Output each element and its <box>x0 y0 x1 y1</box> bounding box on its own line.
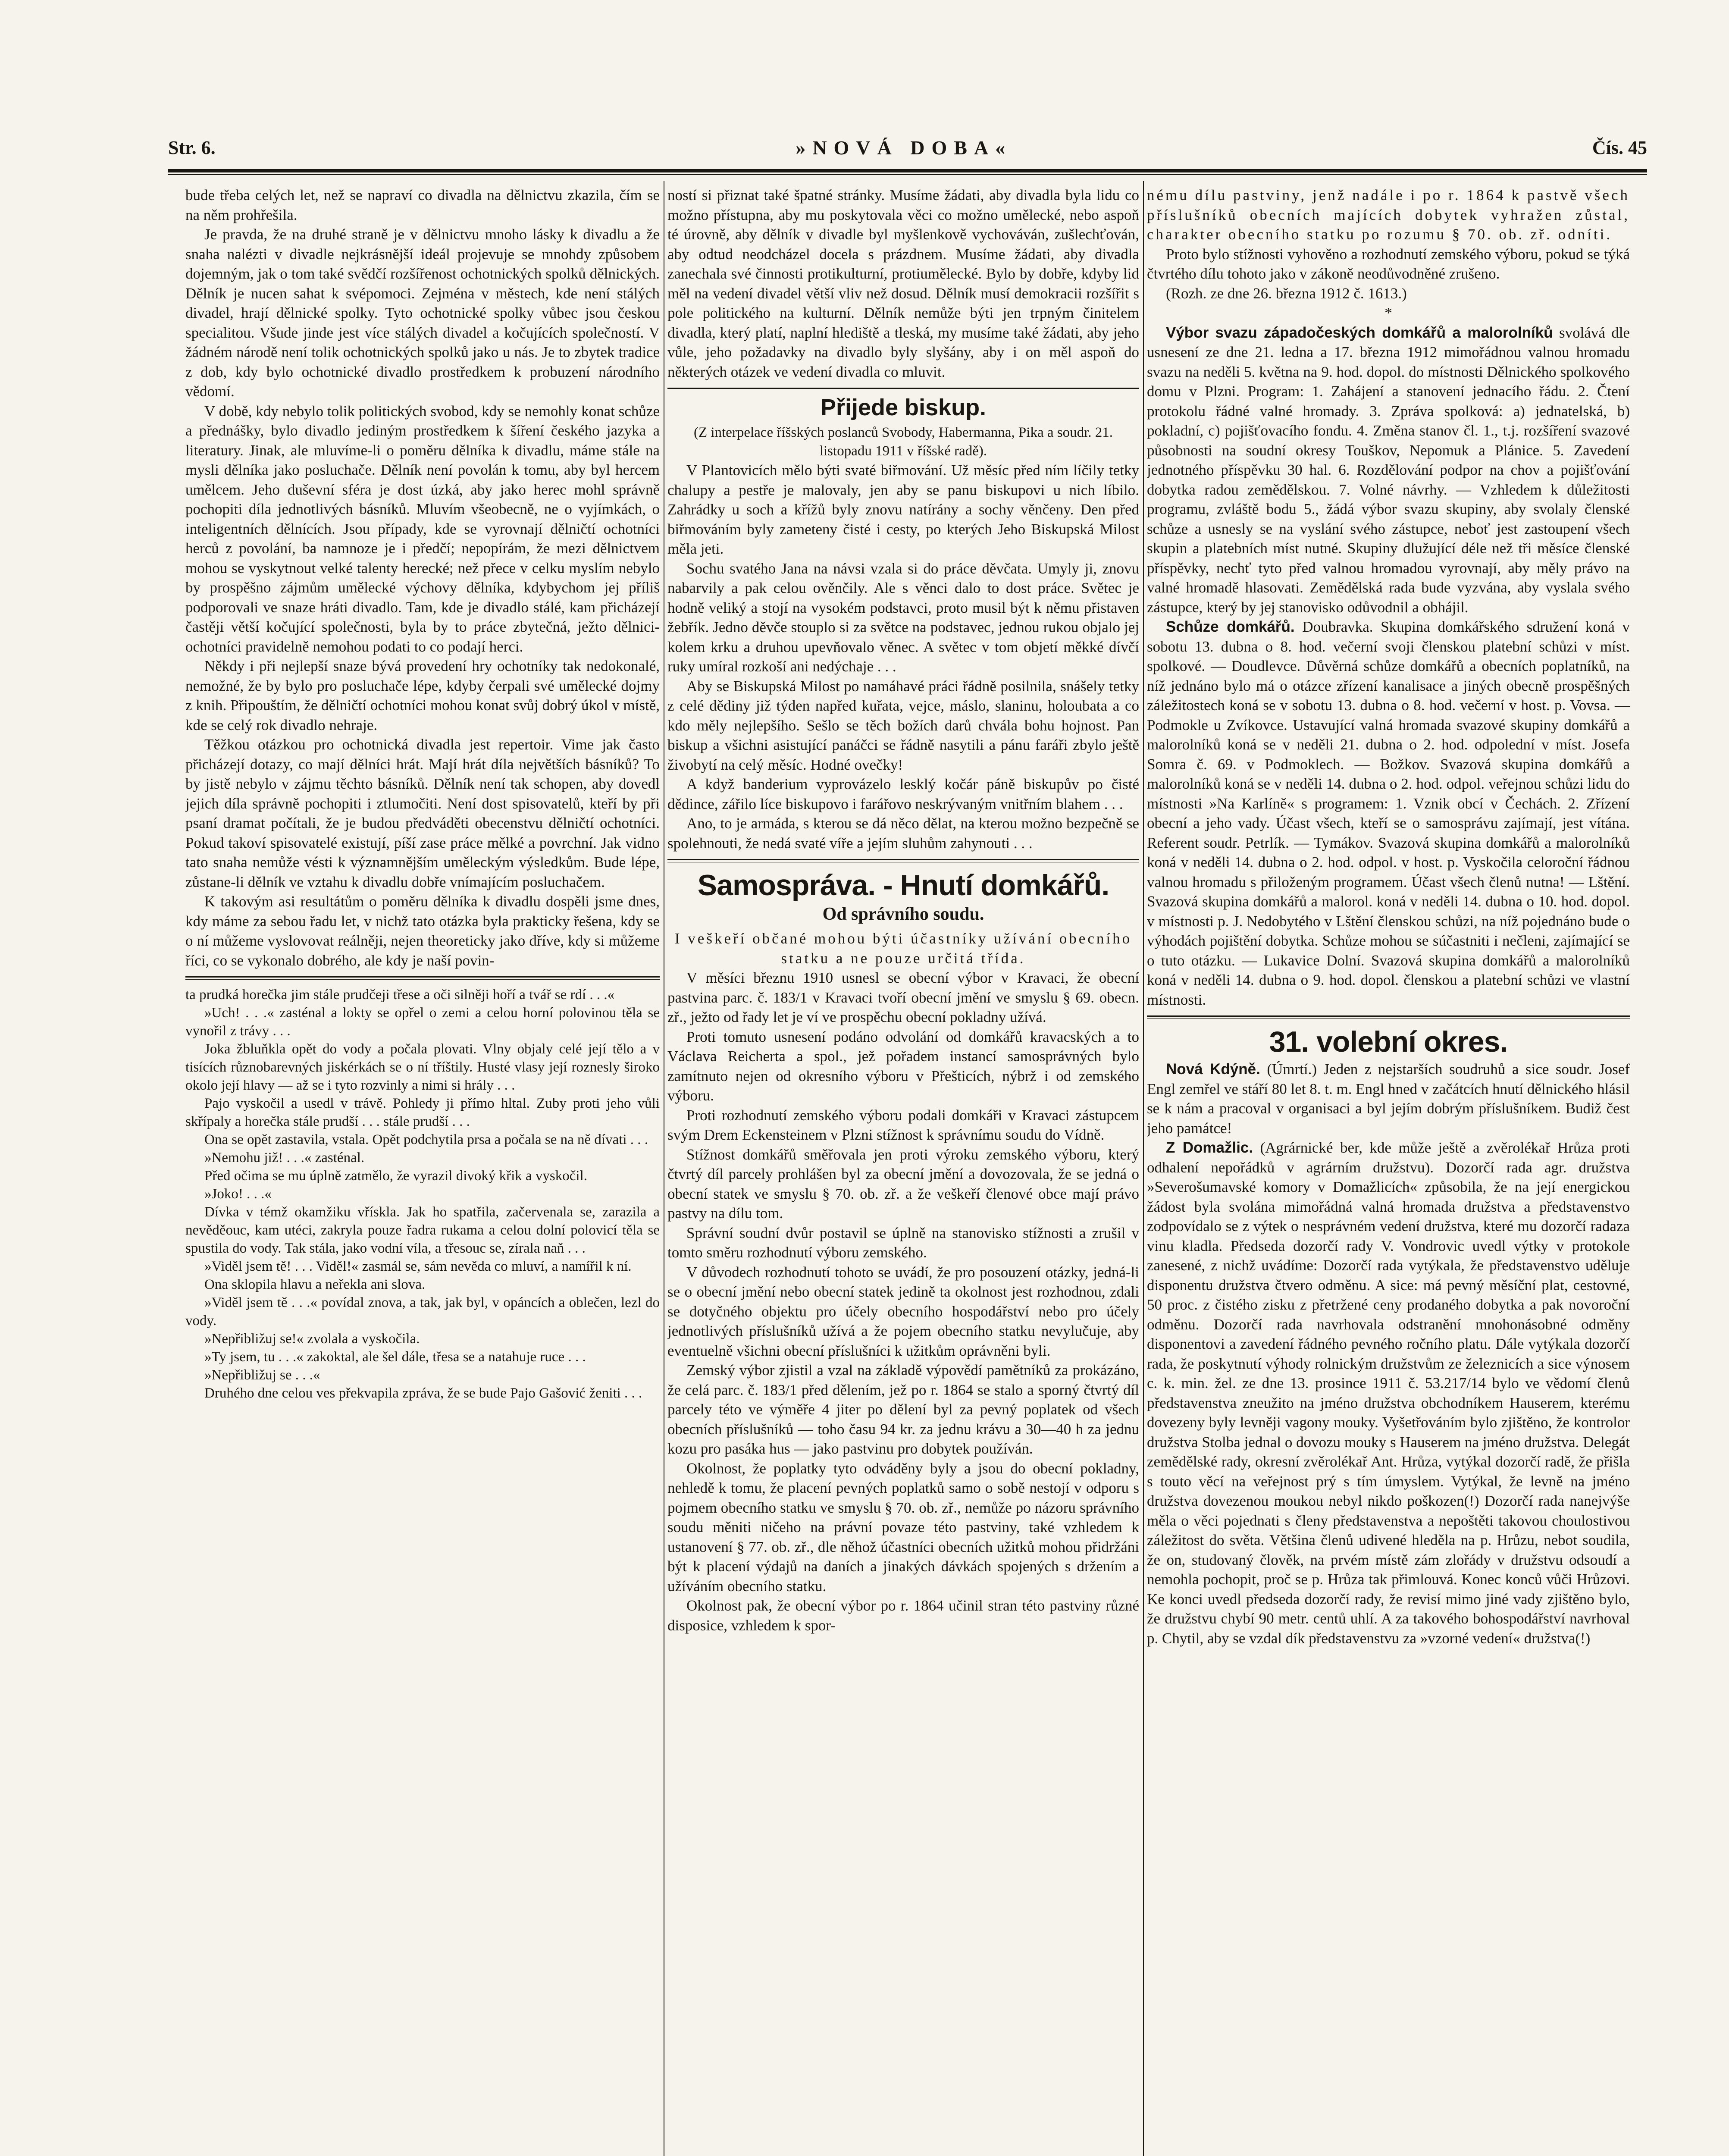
notice-text: (Úmrtí.) Jeden z nejstarších soudruhů a sice soudr. Josef Engl zemřel ve stáří 80 let 8. t. m. Engl hned v začátcích hnutí dělnického hlásil se k nám a pracoval v organisaci a byl jejím dobrým příslušníkem. Budiž čest jeho památce! <box>1147 1061 1630 1137</box>
column-1 <box>185 185 660 2156</box>
article-paragraph <box>1147 617 1630 1009</box>
story-paragraph: »Viděl jsem tě! . . . Viděl!« zasmál se, sám nevěda co mluví, a namířil k ní. <box>204 1259 632 1274</box>
page-header <box>168 129 1647 166</box>
article-paragraph: V Plantovicích mělo býti svaté biřmování. Už měsíc před ním líčily tetky chalupy a pestře je malovaly, jen aby se panu biskupovi u nich líbilo. Zahrádky u soch a křížů byly znovu natírány a sochy věnčeny. Den před biřmováním byly zameteny čisté i cesty, po kterých Jeho Biskupská Milost měla jeti. <box>667 462 1139 557</box>
article-paragraph: Je pravda, že na druhé straně je v dělnictvu mnoho lásky k divadlu a že snaha nalézti v divadle nejkrásnější ideál projevuje se mnohdy způsobem dojemným, jak o tom také svědčí rozšířenost ochotnických spolků dělnických. Dělník je nucen sahat k svépomoci. Zejména v městech, kde není stálých divadel, hrají dělnické spolky. Tyto ochotnické spolky vůbec jsou českou specialitou. Všude jinde jest více stálých divadel a kočujících společností. V žádném národě není tolik ochotnických spolků jako u nás. Je to zbytek tradice z dob, kdy bylo ochotnické divadlo prostředkem k probuzení národního vědomí. <box>185 226 660 400</box>
article-paragraph: Těžkou otázkou pro ochotnická divadla jest repertoir. Vime jak často přicházejí dotazy, co mají dělníci hrát. Mají hrát díla největších básníků? To by jistě nebylo v zájmu těchto básníků. Dělník není tak schopen, aby dovedl jejich díla správně pochopiti i ztlumočiti. Není dost spisovatelů, kteří by při psaní dramat počítali, že je budou předváděti obecenstvu dělničtí ochotníci. Pokud takoví spisovatelé existují, píší zase práce mělké a povrchní. Jak vidno tato snaha nemůže vésti k významnějším uměleckým výsledkům. Bude lépe, zůstane-li dělník ve vztahu k divadlu dobře vnímajícím posluchačem. <box>185 736 660 890</box>
article-note: (Z interpelace říšských poslanců Svobody, Habermanna, Pika a soudr. 21. listopadu 1911 v říšské radě). <box>693 425 1113 459</box>
story-paragraph: Ona sklopila hlavu a neřekla ani slova. <box>204 1277 426 1292</box>
notice-lead: Nová Kdýně. <box>1166 1061 1260 1078</box>
article-paragraph: (Rozh. ze dne 26. března 1912 č. 1613.) <box>1166 285 1407 302</box>
story-paragraph: Před očima se mu úplně zatmělo, že vyrazil divoký křik a vyskočil. <box>204 1168 588 1184</box>
separator-star: * <box>1384 304 1392 321</box>
notice-text: Doubravka. Skupina domkářského sdružení koná v sobotu 13. dubna o 8. hod. večerní svoji členskou platební schůzi v míst. spolkové. — Doudlevce. Důvěrná schůze domkářů a obecních poplatníků, na níž jednáno bylo má o otázce zřízení kanalisace a jiných obecně prospěšných záležitostech koná se v sobotu 13. dubna o 8. hod. večerní v host. p. Vovsa. — Podmokle u Zvíkovce. Ustavující valná hromada svazové skupiny domkářů a malorolníků koná se v neděli 21. dubna o 2. hod. odpolední v míst. Josefa Somra č. 69. v Podmoklech. — Božkov. Svazová skupina domkářů a malorolníků koná se v neděli 14. dubna o 2. hod. odpol. veřejnou schůzi lidu do místnosti »Na Karlíně« s programem: 1. Vznik obcí v Čechách. 2. Zřízení obecní a jeho vady. Účast všech, kteří se o samosprávu zajímají, jest vítána. Referent soudr. Petrlík. — Tymákov. Svazová skupina domkářů a malorolníků koná v neděli 14. dubna o 2. hod. odpol. v host. p. Vyskočila celoroční řádnou valnou hromadu s přiloženým programem. Účast všech členů nutna! — Lštění. Svazová skupina domkářů a malorol. koná v neděli 14. dubna o 10. hod. dopol. v místnosti p. J. Nedobytého v Lštění členskou schůzi, na níž pojednáno bude o výhodách pojištění dobytka. Schůze mohou se súčastniti i nečleni, zajímající se o tuto otázku. — Lukavice Dolní. Svazová skupina domkářů a malorolníků koná v neděli 14. dubna o 9. hod. dopol. členskou a platební schůzi ve vlastní místnosti. <box>1147 618 1630 1008</box>
feuilleton-story <box>185 986 660 1402</box>
article-paragraph: Někdy i při nejlepší snaze bývá provedení hry ochotníky tak nedokonalé, nemožné, že by bylo pro posluchače lépe, kdyby čerpali své umělecké dojmy z knih. Připouštím, že dělničtí ochotníci mohou konat svůj dobrý úkol v místě, kde se celý rok divadlo nehraje. <box>185 658 660 733</box>
header-rule <box>168 169 1647 172</box>
article-lead: I veškeří občané mohou býti účastníky užívání obecního statku a ne pouze určitá třída. <box>674 930 1132 967</box>
notice-text: svolává dle usnesení ze dne 21. ledna a 17. března 1912 mimořádnou valnou hromadu svazu na neděli 5. května na 9. hod. dopol. do místnosti Dělnického spolkového domu v Plzni. Program: 1. Zahájení a stanovení jednacího řádu. 2. Čtení protokolu řádné valné hromady. 3. Zpráva spolková: a) jednatelská, b) pokladní, c) pojišťovacího fondu. 4. Změna stanov čl. 1., t.j. rozšíření svazové působnosti na soudní okresy Touškov, Nepomuk a Plánice. 5. Zavedení jednotného příspěvku 30 hal. 6. Rozdělování podpor na chov a pojišťování dobytka radou zemědělskou. 7. Volné návrhy. — Vzhledem k důležitosti programu, zvláště bodu 5., žádá výbor svazu skupiny, aby svolaly členské schůze a usnesly se na vyslání svého zástupce, neboť jest zastoupení všech skupin a platebních míst nutné. Skupiny dlužující déle než tři měsíce členské příspěvky, nechť tyto před valnou hromadou vyrovnají, aby měly právo na valné hromadě hlasovati. Zemědělská rada bude vyzvána, aby vyslala svého zástupce, který by jej stanovisko odůvodnil a obhájil. <box>1147 324 1630 616</box>
article-paragraph: Okolnost pak, že obecní výbor po r. 1864 učinil stran této pastviny různé disposice, vzhledem k spor- <box>667 1597 1139 1634</box>
article-paragraph: Proti tomuto usnesení podáno odvolání od domkářů kravacských a to Václava Reicherta a spol., jež pořadem instancí samosprávných bylo zamítnuto nejen od okresního výboru v Přešticích, nýbrž i od zemského výboru. <box>667 1028 1139 1104</box>
story-paragraph: Ona se opět zastavila, vstala. Opět podchytila prsa a počala se na ně dívati . . . <box>204 1132 648 1147</box>
article-paragraph: Proto bylo stížnosti vyhověno a rozhodnutí zemského výboru, pokud se týká čtvrtého dílu tohoto jako v zákoně neodůvodněné zrušeno. <box>1147 245 1630 282</box>
story-paragraph: Joka žbluňkla opět do vody a počala plovati. Vlny objaly celé její tělo a v tisících různobarevných jiskérkách se o ní tříštily. Husté vlasy její roznesly široko okolo její hlavy — až se i tyto rozvinly a nimi si hrály . . . <box>185 1041 660 1093</box>
article-paragraph <box>1147 1138 1630 1648</box>
article-paragraph: K takovým asi resultátům o poměru dělníka k divadlu dospěli jsme dnes, kdy máme za sebou řadu let, v nichž tato otázka byla prakticky řešena, kdy se o ní můžeme vyslovovat reálněji, nejen theoreticky jako dříve, kdy si můžeme říci, co se vykonalo dobrého, ale kdy je naší povin- <box>185 893 660 969</box>
column-3 <box>1147 185 1630 2156</box>
story-paragraph: »Ty jsem, tu . . .« zakoktal, ale šel dále, třesa se a natahuje ruce . . . <box>204 1349 586 1365</box>
story-paragraph: Dívka v témž okamžiku vřískla. Jak ho spatřila, začervenala se, zarazila a nevěděouc, kam utéci, zakryla pouze řadra rukama a celou dolní polovicí těla se spustila do vody. Tak stála, jako vodní víla, a třesouc se, zírala naň . . . <box>185 1204 660 1256</box>
article-paragraph: Zemský výbor zjistil a vzal na základě výpovědí pamětníků za prokázáno, že celá parc. č. 183/1 před dělením, jež po r. 1864 se stalo a sporný čtvrtý díl parcely této ve výměře 4 jiter po dělení byl za pevný poplatek od všech obecních příslušníků — toho času 94 kr. za jednu krávu a 30—40 h za jednu kozu pro pasáka hus — jako pastvinu pro dobytek používán. <box>667 1362 1139 1457</box>
notice-lead: Z Domažlic. <box>1166 1139 1253 1156</box>
article-paragraph: Správní soudní dvůr postavil se úplně na stanovisko stížnosti a zrušil v tomto směru rozhodnutí výboru zemského. <box>667 1224 1139 1261</box>
article-paragraph: Aby se Biskupská Milost po namáhavé práci řádně posilnila, snášely tetky z celé dědiny již týden napřed kuřata, vejce, máslo, slaninu, holoubata a co kdo měly nejlepšího. Sešlo se těch božích darů chvála bohu hojnost. Pan biskup a všichni asistující panáčci se řádně nasytili a pánu faráři zbylo ještě živobytí na celý měsíc. Hodné ovečky! <box>667 677 1139 773</box>
notice-lead: Výbor svazu západočeských domkářů a malorolníků <box>1166 324 1553 341</box>
story-paragraph: »Joko! . . .« <box>204 1186 272 1202</box>
story-paragraph: »Nepřibližuj se . . .« <box>204 1367 320 1383</box>
masthead-title: »NOVÁ DOBA« <box>796 136 1012 159</box>
article-subheading: Od správního soudu. <box>822 904 984 924</box>
article-paragraph: nému dílu pastviny, jenž nadále i po r. 1864 k pastvě všech příslušníků obecních majících dobytek vyhražen zůstal, charakter obecního statku po rozumu § 70. ob. zř. odníti. <box>1147 187 1630 243</box>
issue-number: Čís. 45 <box>1592 137 1647 158</box>
article-paragraph: V důvodech rozhodnutí tohoto se uvádí, že pro posouzení otázky, jedná-li se o obecní jmění nebo obecní statek jedině ta okolnost jest rozhodnou, zdali se dotyčného objektu pro účely obecního hospodářství nebo pro účely jednotlivých příslušníků užívá a že pojem obecního statku nevylučuje, aby eventuelně všichni obecní příslušníci k užitkům oprávněni byli. <box>667 1263 1139 1359</box>
article-paragraph: Ano, to je armáda, s kterou se dá něco dělat, na kterou možno bezpečně se spolehnouti, že nedá svaté víře a jejím sluhům zahynouti . . . <box>667 815 1139 852</box>
section-heading: Samospráva. - Hnutí domkářů. <box>697 869 1109 902</box>
notice-lead: Schůze domkářů. <box>1166 618 1295 635</box>
header-rule-thin <box>168 174 1647 175</box>
story-paragraph: Pajo vyskočil a usedl v trávě. Pohledy ji přímo hltal. Zuby proti jeho vůli skřípaly a horečka stále prudší . . . stále prudší . . . <box>185 1096 660 1129</box>
article-paragraph: A když banderium vyprovázelo lesklý kočár páně biskupův po čisté dědince, zářilo líce biskupovo i farářovo neskrývaným vnitřním blahem . . . <box>667 776 1139 812</box>
column-2 <box>667 185 1139 2156</box>
page-number: Str. 6. <box>168 137 216 158</box>
section-divider <box>1147 1015 1630 1019</box>
story-paragraph: »Nemohu již! . . .« zasténal. <box>204 1150 365 1166</box>
article-paragraph: ností si přiznat také špatné stránky. Musíme žádati, aby divadla byla lidu co možno přístupna, aby mu poskytovala věci co možno umělecké, nebo aspoň té úrovně, aby dělník v divadle byl myšlenkově vychováván, zušlechťován, aby odtud neodcházel docela s prázdnem. Musíme žádati, aby divadla zanechala své činnosti protikulturní, protiumělecké. Bylo by dobře, kdyby lid měl na vedení divadel větší vliv než dosud. Dělník musí demokracii rozšířit s pole politického na kulturní. Dělník nemůže býti jen trpným činitelem divadla, který platí, naplní hlediště a tleská, my musíme také žádati, aby jeho vůle, jeho požadavky na divadlo byly slyšány, aby i on měl aspoň do některých otázek ve vedení divadla co mluvit. <box>667 187 1139 380</box>
story-paragraph: Druhého dne celou ves překvapila zpráva, že se bude Pajo Gašović ženiti . . . <box>204 1385 642 1401</box>
article-paragraph: Okolnost, že poplatky tyto odváděny byly a jsou do obecní pokladny, nehledě k tomu, že placení pevných poplatků samo o sobě nestojí v odporu s pojmem obecního statku ve smyslu § 70. ob. zř., nemůže po názoru správního soudu měniti ničeho na právní povaze této pastviny, také vzhledem k ustanovení § 77. ob. zř., dle něhož účastníci obecních užitků mohou přidržáni být k placení výdajů na daních a jinakých dávkách spojených s držením a užíváním obecního statku. <box>667 1460 1139 1595</box>
article-paragraph: Proti rozhodnutí zemského výboru podali domkáři v Kravaci zástupcem svým Drem Eckensteinem v Plzni stížnost k správnímu soudu do Vídně. <box>667 1106 1139 1143</box>
section-heading: 31. volební okres. <box>1269 1025 1508 1058</box>
story-paragraph: ta prudká horečka jim stále prudčeji třese a oči silněji hoří a tvář se rdí . . .« <box>185 987 615 1003</box>
article-paragraph: V měsíci březnu 1910 usnesl se obecní výbor v Kravaci, že obecní pastvina parc. č. 183/1 v Kravaci tvoří obecní jmění ve smyslu § 69. obecn. zř., ježto od řady let je ví ve prospěchu obecní pokladny užívá. <box>667 969 1139 1025</box>
article-paragraph: Stížnost domkářů směřovala jen proti výroku zemského výboru, který čtvrtý díl parcely prohlášen byl za obecní jmění a dovozovala, že se jedná o obecní statek ve smyslu § 70. ob. zř. a že veškeří členové obce mají právo pastvy na dílu tom. <box>667 1146 1139 1222</box>
column-divider <box>1143 181 1144 2156</box>
story-paragraph: »Nepřibližuj se!« zvolala a vyskočila. <box>204 1331 420 1347</box>
story-paragraph: »Viděl jsem tě . . .« povídal znova, a tak, jak byl, v opáncích a oblečen, lezl do vody. <box>185 1295 660 1329</box>
notice-text: (Agrárnické ber, kde může ještě a zvěrolékař Hrůza proti odhalení nepořádků v agrárním družstvu). Dozorčí rada agr. družstva »Severošumavské komory v Domažlicích« způsobila, že na její energickou žádost byla svolána mimořádná valná hromada družstva a představenstvo zodpovídalo se z výtek o nesprávném vedení družstva, které mu dozorčí radaza vinu kladla. Předseda dozorčí rady V. Vondrovic uvedl výtky v protokole zanesené, z nichž uvádíme: Dozorčí rada vytýkala, že představenstvo uděluje disponentu družstva čtvero odměnu. A sice: má pevný měsíční plat, cestovné, 50 proc. z čistého zisku z přetržené ceny prodaného dobytka a pak novoroční odměnu. Dozorčí rada navrhovala odstranění mnohonásobné odměny disponentovi a zavedení řádného pevného ročního platu. Dále vytýkala dozorčí rada, že poskytnutí výhody rolnickým družstvům ze železnicích a sice výnosem c. k. min. žel. ze dne 13. prosince 1911 č. 53.217/14 bylo ve vědomí členů představenstva zneužito na jméno družstva obchodníkem Hauserem, kterému dovezeny byly levněji vagony mouky. Vyšetřováním bylo zjištěno, že kontrolor družstva Stolba jednal o dovozu mouky s Hauserem na jméno družstva. Delegát zemědělské rady, okresní zvěrolékař Ant. Hrůza, vytýkal dozorčí radě, že přišla s touto věcí na veřejnost prý s tím úmyslem. Vytýkal, že levně na jméno družstva dovezenou moukou nebyl nikdo poškozen(!) Dozorčí rada nanejvýše měla o věci pojednati s členy představenstva a nepoštěti takovou choulostivou záležitost do světa. Většina členů udivené hleděla na p. Hrůzu, nebot soudila, že on, studovaný člověk, na prvém místě zám zlořády v družstvu odsoudí a nemohla pochopit, proč se p. Hrůza tak přimlouvá. Konec konců vůči Hrůzovi. Ke konci uvedl předseda dozorčí rady, že revisí mimo jiné vady zjištěno bylo, že družstvu chybí 90 metr. centů uhlí. A za takového bohospodářství navrhoval p. Chytil, aby se vzdal dík představenstvu za »vzorné vedení« družstva(!) <box>1147 1139 1630 1647</box>
article-heading: Přijede biskup. <box>820 395 987 420</box>
article-paragraph: bude třeba celých let, než se napraví co divadla na dělnictvu zkazila, čím se na něm prohřešila. <box>185 187 660 223</box>
article-paragraph <box>1147 323 1630 617</box>
section-divider <box>667 388 1139 389</box>
article-paragraph: V době, kdy nebylo tolik politických svobod, kdy se nemohly konat schůze a přednášky, bylo divadlo jediným prostředkem k šíření českého jazyka a literatury. Jinak, ale mluvíme-li o poměru dělníka k divadlu, máme stále na mysli dělníka jako posluchače. Dělník není povolán k tomu, aby byl hercem umělcem. Jeho duševní sféra je dost úzká, aby jako herec mohl správně pochopiti díla jednotlivých básníků. Mluvím všeobecně, ne o vyjímkách, o inteligentních dělnících. Jsou případy, kde se vyrovnají dělničtí ochotníci herců z povolání, ba namnoze je i předčí; nepopírám, že mezi dělnictvem mohou se vyskytnout velké talenty herecké; než přece v celku myslím nebylo by prospěšno zájmům umělecké výchovy dělníka, kdybychom jej příliš podporovali ve snaze hráti divadlo. Tam, kde je divadlo stálé, kam přicházejí častěji větší kočující společnosti, byla by to práce zbytečná, ježto dělnici-ochotníci pravidelně nemohou podati to co podají herci. <box>185 402 660 655</box>
section-divider <box>667 859 1139 862</box>
section-divider <box>185 976 660 980</box>
story-paragraph: »Uch! . . .« zasténal a lokty se opřel o zemi a celou horní polovinou těla se vynořil z trávy . . . <box>185 1005 660 1039</box>
article-paragraph <box>1147 1059 1630 1138</box>
article-paragraph: Sochu svatého Jana na návsi vzala si do práce děvčata. Umyly ji, znovu nabarvily a pak celou ověnčily. Ale s věnci dalo to dost práce. Světec je hodně veliký a stojí na vysokém podstavci, proto musil být k němu přistaven žebřík. Jedno děvče stouplo si za světce na podstavec, jednou rukou objalo jej kolem krku a druhou upevňovalo věnec. A světec v tom objetí měkké dívčí ruky umíral rozkoší ani nedýchaje . . . <box>667 560 1139 675</box>
